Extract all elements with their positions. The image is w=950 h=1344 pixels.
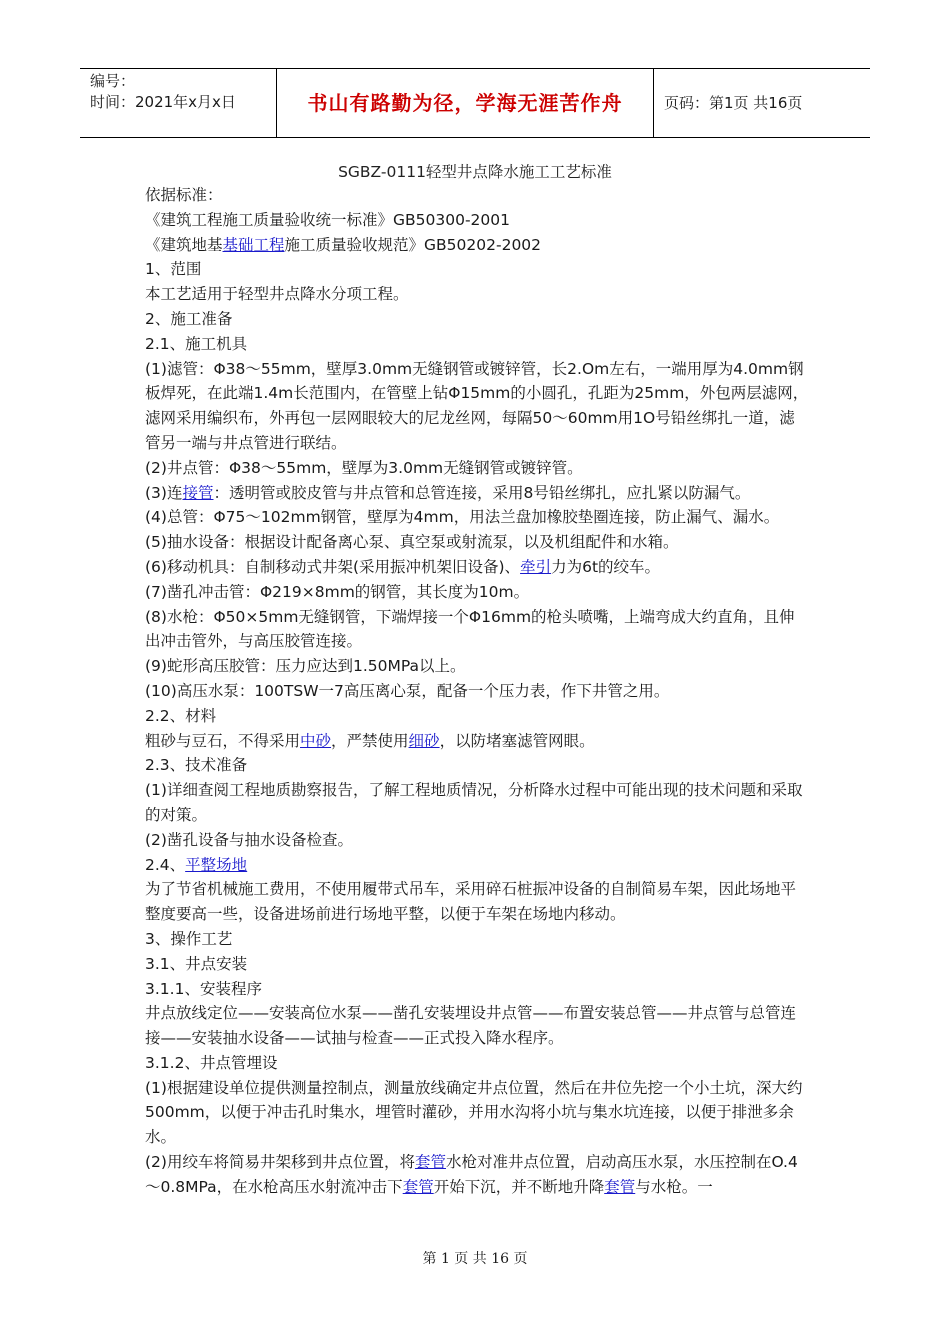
body-paragraph xyxy=(145,952,810,977)
paragraph-text: 2、施工准备 xyxy=(145,309,233,328)
inline-hyperlink[interactable]: 接管 xyxy=(182,483,214,502)
body-paragraph xyxy=(145,282,810,307)
paragraph-text: (10)高压水泵：100TSW一7高压离心泵，配备一个压力表，作下井管之用。 xyxy=(145,681,670,700)
paragraph-text: (3)连 xyxy=(145,483,183,502)
page-header xyxy=(80,68,870,138)
paragraph-text: (6)移动机具：自制移动式井架(采用振冲机架旧设备)、 xyxy=(145,557,521,576)
inline-hyperlink[interactable]: 牵引 xyxy=(520,557,552,576)
body-paragraph xyxy=(145,778,810,828)
body-paragraph xyxy=(145,1150,810,1200)
inline-hyperlink[interactable]: 中砂 xyxy=(300,731,332,750)
body-paragraph xyxy=(145,332,810,357)
body-paragraph xyxy=(145,753,810,778)
paragraph-text: 2.1、施工机具 xyxy=(145,334,248,353)
body-paragraph xyxy=(145,828,810,853)
paragraph-text: (4)总管：Φ75～102mm钢管，壁厚为4mm，用法兰盘加橡胶垫圈连接，防止漏气、漏水。 xyxy=(145,508,780,527)
header-motto: 书山有路勤为径，学海无涯苦作舟 xyxy=(277,69,654,137)
paragraph-text: 3.1、井点安装 xyxy=(145,954,248,973)
body-paragraph xyxy=(145,555,810,580)
body-paragraph xyxy=(145,1076,810,1150)
document-time-label: 时间：2021年x月x日 xyxy=(90,93,236,111)
paragraph-text: ，以防堵塞滤管网眼。 xyxy=(439,731,595,750)
body-paragraph xyxy=(145,183,810,208)
paragraph-text: 3.1.1、安装程序 xyxy=(145,979,262,998)
paragraph-text: 为了节省机械施工费用，不使用履带式吊车，采用碎石桩振冲设备的自制简易车架，因此场地平整度要高一些，设备进场前进行场地平整，以便于车架在场地内移动。 xyxy=(145,880,797,924)
body-paragraph xyxy=(145,233,810,258)
document-number-label: 编号： xyxy=(90,72,136,90)
paragraph-text: 开始下沉，并不断地升降 xyxy=(433,1177,605,1196)
page-footer: 第 1 页 共 16 页 xyxy=(422,1251,528,1267)
paragraph-text: 井点放线定位——安装高位水泵——凿孔安装埋设井点管——布置安装总管——井点管与总管连接——安装抽水设备——试抽与检查——正式投入降水程序。 xyxy=(145,1004,797,1048)
paragraph-text: (2)井点管：Φ38～55mm，壁厚为3.0mm无缝钢管或镀锌管。 xyxy=(145,458,583,477)
paragraph-text: 1、范围 xyxy=(145,260,202,279)
paragraph-text: 《建筑工程施工质量验收统一标准》GB50300-2001 xyxy=(145,210,510,229)
body-paragraph xyxy=(145,208,810,233)
body-paragraph xyxy=(145,1001,810,1051)
paragraph-text: (2)用绞车将简易井架移到井点位置，将 xyxy=(145,1153,415,1172)
paragraph-text: 2.4、 xyxy=(145,855,186,874)
paragraph-text: (1)详细查阅工程地质勘察报告，了解工程地质情况，分析降水过程中可能出现的技术问题和采取的对策。 xyxy=(145,781,803,824)
paragraph-text: (1)滤管：Φ38～55mm，壁厚3.0mm无缝钢管或镀锌管，长2.Om左右，一端用厚为4.0mm钢板焊死，在此端1.4m长范围内，在管壁上钻Φ15mm的小圆孔，孔距为25mm，外包两层滤网，滤网采用编织布，外再包一层网眼较大的尼龙丝网，每隔50～60mm用1O号铅丝绑扎一道，滤管另一端与井点管进行联结。 xyxy=(145,359,809,452)
paragraph-text: 3、操作工艺 xyxy=(145,929,233,948)
document-body xyxy=(145,183,810,1200)
paragraph-text: ，严禁使用 xyxy=(331,731,409,750)
header-page-info: 页码：第1页 共16页 xyxy=(664,94,803,112)
paragraph-text: (2)凿孔设备与抽水设备检查。 xyxy=(145,830,353,849)
body-paragraph xyxy=(145,580,810,605)
paragraph-text: (8)水枪：Φ50×5mm无缝钢管，下端焊接一个Φ16mm的枪头喷嘴，上端弯成大约直角，且伸出冲击管外，与高压胶管连接。 xyxy=(145,607,795,651)
paragraph-text: 2.3、技术准备 xyxy=(145,756,248,775)
paragraph-text: 《建筑地基 xyxy=(145,235,223,254)
paragraph-text: 2.2、材料 xyxy=(145,706,217,725)
paragraph-text: (5)抽水设备：根据设计配备离心泵、真空泵或射流泵，以及机组配件和水箱。 xyxy=(145,533,679,552)
paragraph-text: 施工质量验收规范》GB50202-2002 xyxy=(284,235,542,254)
inline-hyperlink[interactable]: 细砂 xyxy=(408,731,440,750)
paragraph-text: (9)蛇形高压胶管：压力应达到1.50MPa以上。 xyxy=(145,657,466,676)
body-paragraph xyxy=(145,357,810,456)
inline-hyperlink[interactable]: 基础工程 xyxy=(222,235,285,254)
body-paragraph xyxy=(145,729,810,754)
body-paragraph xyxy=(145,257,810,282)
body-paragraph xyxy=(145,456,810,481)
body-paragraph xyxy=(145,307,810,332)
paragraph-text: 本工艺适用于轻型井点降水分项工程。 xyxy=(145,285,409,304)
inline-hyperlink[interactable]: 套管 xyxy=(604,1177,636,1196)
paragraph-text: 依据标准： xyxy=(145,186,223,204)
body-paragraph xyxy=(145,704,810,729)
paragraph-text: 水枪对准井点位置，启动高压水泵，水压控制在O.4～0.8MPa，在水枪高压水射流冲击下 xyxy=(145,1153,798,1196)
body-paragraph xyxy=(145,927,810,952)
paragraph-text: ：透明管或胶皮管与井点管和总管连接，采用8号铅丝绑扎，应扎紧以防漏气。 xyxy=(213,483,751,502)
body-paragraph xyxy=(145,877,810,927)
body-paragraph xyxy=(145,505,810,530)
inline-hyperlink[interactable]: 平整场地 xyxy=(185,855,248,874)
paragraph-text: 力为6t的绞车。 xyxy=(551,557,661,576)
body-paragraph xyxy=(145,530,810,555)
paragraph-text: (7)凿孔冲击管：Φ219×8mm的钢管，其长度为10m。 xyxy=(145,582,530,601)
body-paragraph xyxy=(145,481,810,506)
inline-hyperlink[interactable]: 套管 xyxy=(414,1153,446,1172)
body-paragraph xyxy=(145,977,810,1002)
header-left-cell xyxy=(80,69,277,137)
document-title: SGBZ-0111轻型井点降水施工工艺标准 xyxy=(338,163,612,181)
paragraph-text: (1)根据建设单位提供测量控制点，测量放线确定井点位置，然后在井位先挖一个小土坑，深大约500mm，以便于冲击孔时集水，埋管时灌砂，并用水沟将小坑与集水坑连接，以便于排泄多余水。 xyxy=(145,1078,803,1147)
body-paragraph xyxy=(145,605,810,655)
paragraph-text: 粗砂与豆石，不得采用 xyxy=(145,731,301,750)
paragraph-text: 3.1.2、井点管埋设 xyxy=(145,1053,278,1072)
body-paragraph xyxy=(145,853,810,878)
body-paragraph xyxy=(145,654,810,679)
body-paragraph xyxy=(145,679,810,704)
body-paragraph xyxy=(145,1051,810,1076)
inline-hyperlink[interactable]: 套管 xyxy=(402,1177,434,1196)
paragraph-text: 与水枪。一 xyxy=(635,1177,713,1196)
